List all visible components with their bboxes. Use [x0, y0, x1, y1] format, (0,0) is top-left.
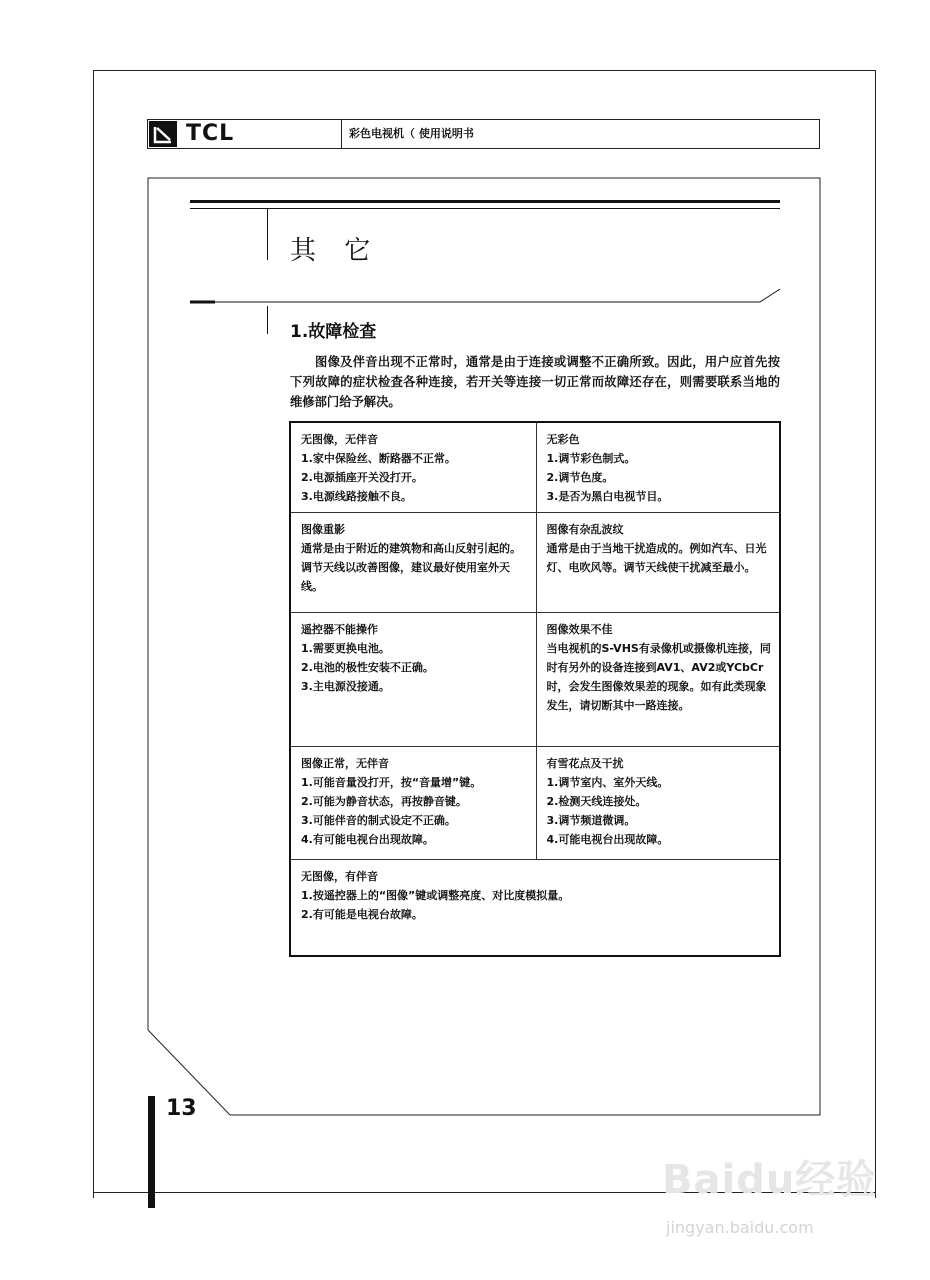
- cell-line: 当电视机的S-VHS有录像机或摄像机连接，同时有另外的设备连接到AV1、AV2或YCbCr时，会发生图像效果差的现象。如有此类现象发生，请切断其中一路连接。: [546, 642, 771, 712]
- cell-line: 4.有可能电视台出现故障。: [301, 833, 434, 846]
- subsection-marker: [267, 306, 268, 334]
- cell-title: 图像效果不佳: [546, 623, 613, 636]
- cell-line: 3.主电源没接通。: [301, 680, 390, 693]
- cell-title: 图像重影: [301, 523, 345, 536]
- cell-line: 1.家中保险丝、断路器不正常。: [301, 452, 456, 465]
- brand-logo-text: TCL: [186, 121, 235, 146]
- cell-title: 图像有杂乱波纹: [546, 523, 624, 536]
- cell-line: 1.调节室内、室外天线。: [546, 776, 669, 789]
- cell-line: 3.电源线路接触不良。: [301, 490, 412, 503]
- table-cell: [290, 747, 536, 860]
- table-cell: [536, 513, 780, 613]
- table-cell: [536, 747, 780, 860]
- cell-line: 1.可能音量没打开，按“音量增”键。: [301, 776, 482, 789]
- cell-line: 2.有可能是电视台故障。: [301, 908, 423, 921]
- header-bar: [147, 119, 820, 149]
- cell-line: 2.检测天线连接处。: [546, 795, 647, 808]
- table-row: [290, 513, 780, 613]
- cell-line: 2.调节色度。: [546, 471, 614, 484]
- cell-title: 无图像，无伴音: [301, 433, 378, 446]
- page-number: 13: [166, 1096, 197, 1121]
- watermark-brand: Baidu经验: [662, 1157, 878, 1203]
- table-cell: [290, 860, 780, 956]
- tcl-logo-mark-icon: [149, 121, 177, 147]
- table-row: [290, 747, 780, 860]
- cell-line: 3.可能伴音的制式设定不正确。: [301, 814, 456, 827]
- cell-title: 图像正常，无伴音: [301, 757, 389, 770]
- cell-line: 4.可能电视台出现故障。: [546, 833, 669, 846]
- cell-line: 2.电池的极性安装不正确。: [301, 661, 434, 674]
- table-row: [290, 422, 780, 513]
- cell-title: 遥控器不能操作: [301, 623, 378, 636]
- subsection-title: 1.故障检查: [290, 322, 377, 342]
- cell-line: 3.是否为黑白电视节目。: [546, 490, 669, 503]
- section-title: 其 它: [290, 236, 381, 266]
- section-rule-thick: [190, 200, 780, 203]
- cell-line: 1.按遥控器上的“图像”键或调整亮度、对比度模拟量。: [301, 889, 570, 902]
- cell-title: 有雪花点及干扰: [546, 757, 624, 770]
- cell-line: 通常是由于当地干扰造成的。例如汽车、日光灯、电吹风等。调节天线使干扰减至最小。: [546, 542, 767, 574]
- cell-line: 3.调节频道微调。: [546, 814, 636, 827]
- header-divider: [341, 119, 342, 149]
- cell-line: 1.需要更换电池。: [301, 642, 390, 655]
- cell-line: 通常是由于附近的建筑物和高山反射引起的。调节天线以改善图像，建议最好使用室外天线。: [301, 542, 521, 593]
- table-cell: [290, 422, 536, 513]
- section-rule-thin: [190, 208, 780, 209]
- cell-title: 无彩色: [546, 433, 580, 446]
- manual-title: 彩色电视机（ 使用说明书: [349, 127, 474, 140]
- cell-line: 1.调节彩色制式。: [546, 452, 636, 465]
- troubleshooting-table: [289, 421, 781, 957]
- table-row: [290, 860, 780, 956]
- cell-line: 2.可能为静音状态，再按静音键。: [301, 795, 467, 808]
- section-title-marker: [267, 208, 268, 260]
- cell-line: 2.电源插座开关没打开。: [301, 471, 423, 484]
- intro-paragraph: 图像及伴音出现不正常时，通常是由于连接或调整不正确所致。因此，用户应首先按下列故障的症状检查各种连接，若开关等连接一切正常而故障还存在，则需要联系当地的维修部门给予解决。: [290, 355, 780, 409]
- table-cell: [536, 613, 780, 747]
- table-cell: [290, 613, 536, 747]
- cell-title: 无图像，有伴音: [301, 870, 378, 883]
- watermark-url: jingyan.baidu.com: [666, 1218, 814, 1237]
- table-cell: [536, 422, 780, 513]
- page-number-bar: [148, 1096, 155, 1208]
- table-row: [290, 613, 780, 747]
- table-cell: [290, 513, 536, 613]
